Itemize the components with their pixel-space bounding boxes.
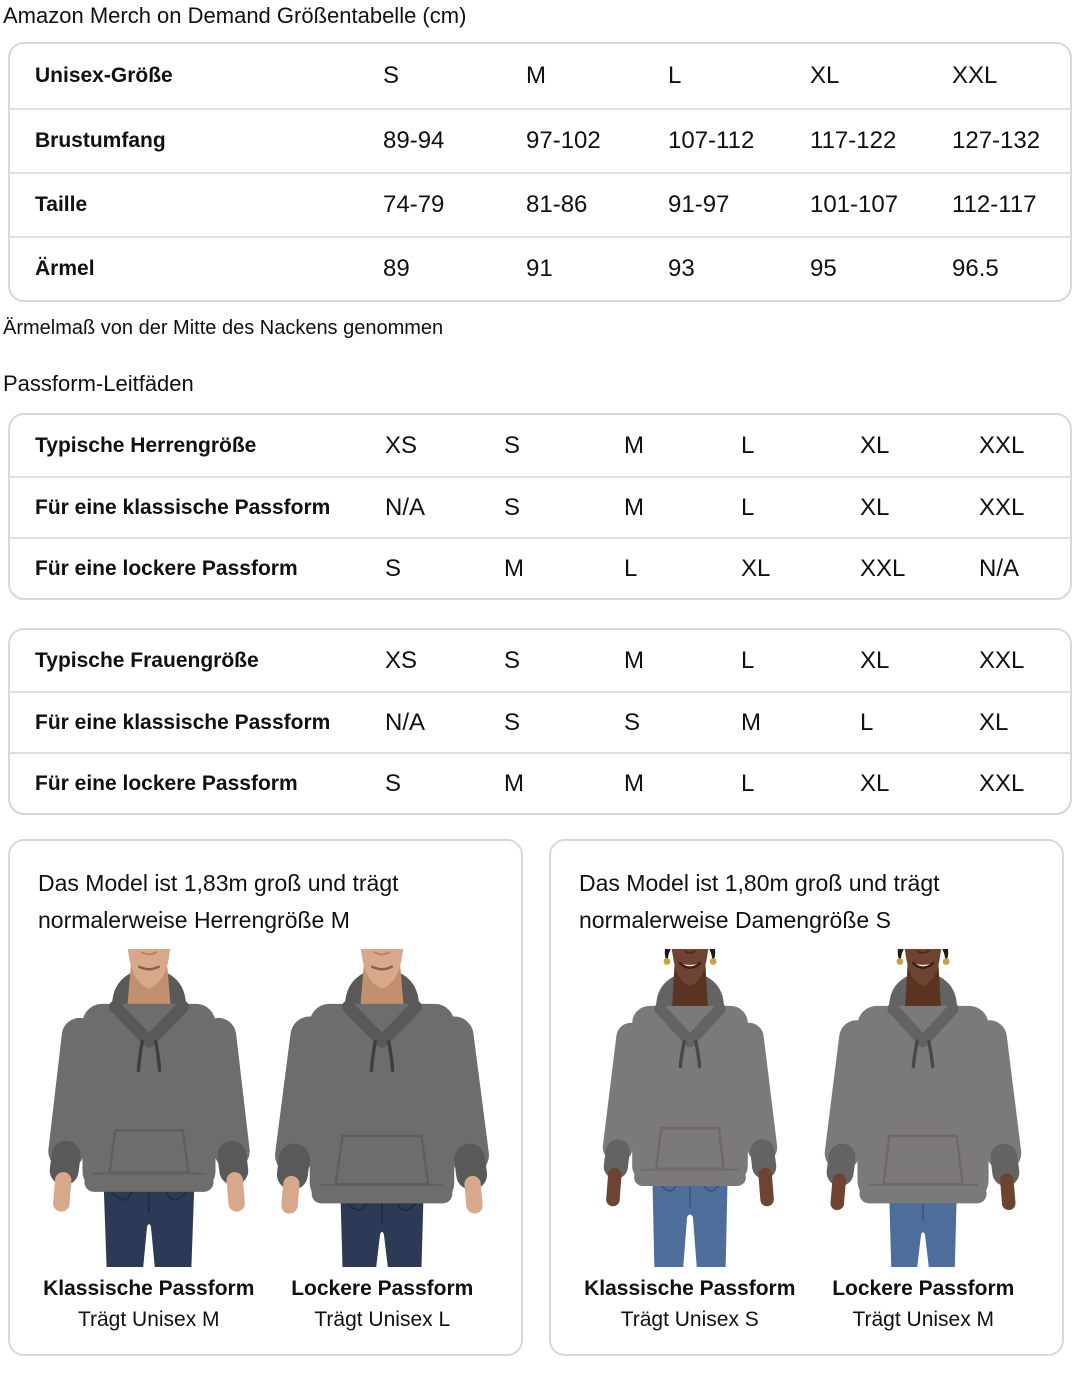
table-row (10, 236, 1070, 300)
size-value: XXL (860, 554, 906, 582)
table-row (10, 752, 1070, 813)
fit-type-label: Klassische Passform (43, 1277, 255, 1300)
table-row (10, 415, 1070, 476)
size-value: L (741, 431, 755, 459)
size-value: S (385, 769, 402, 797)
table-row (10, 691, 1070, 752)
fit-type-label: Klassische Passform (584, 1277, 796, 1300)
female-model-classic-fit-hoodie-photo (579, 949, 801, 1267)
male-model-classic-fit-hoodie-photo (38, 949, 260, 1267)
model-figure (38, 949, 260, 1332)
size-value: L (860, 708, 874, 736)
row-label: Für eine klassische Passform (35, 495, 331, 519)
model-card-description: Das Model ist 1,80m groß und trägt normalerweise Damengröße S (579, 870, 940, 933)
size-value: M (624, 769, 644, 797)
fit-size-label: Trägt Unisex M (852, 1308, 995, 1331)
male-model-loose-fit-hoodie-photo (271, 949, 493, 1267)
model-figure (579, 949, 801, 1332)
size-value: 74-79 (383, 191, 445, 218)
size-value: N/A (385, 493, 426, 521)
size-value: M (624, 493, 644, 521)
size-value: XS (385, 431, 418, 459)
model-figure (271, 949, 493, 1332)
row-label: Brustumfang (35, 129, 166, 152)
row-label: Typische Herrengröße (35, 433, 257, 457)
size-value: S (504, 431, 521, 459)
size-value: 93 (668, 255, 695, 282)
size-value: XXL (979, 769, 1025, 797)
row-label: Für eine lockere Passform (35, 556, 298, 580)
table-row (10, 108, 1070, 172)
fit-size-label: Trägt Unisex S (620, 1308, 759, 1331)
row-label: Unisex-Größe (35, 64, 173, 87)
size-value: S (624, 708, 641, 736)
row-label: Ärmel (35, 257, 95, 280)
size-value: L (741, 769, 755, 797)
size-value: XL (860, 431, 890, 459)
model-figure (812, 949, 1034, 1332)
size-value: L (624, 554, 638, 582)
size-value: 95 (810, 255, 837, 282)
size-value: S (385, 554, 402, 582)
size-value: N/A (979, 554, 1020, 582)
mens-fit-table (8, 413, 1072, 600)
model-card-description: Das Model ist 1,83m groß und trägt normalerweise Herrengröße M (38, 870, 399, 933)
size-value: S (504, 708, 521, 736)
size-value: S (504, 646, 521, 674)
size-value: 81-86 (526, 191, 588, 218)
fit-type-label: Lockere Passform (291, 1277, 474, 1300)
size-value: 107-112 (668, 127, 755, 154)
row-label: Für eine lockere Passform (35, 771, 298, 795)
size-value: 117-122 (810, 127, 897, 154)
table-row (10, 630, 1070, 691)
size-value: XL (810, 62, 840, 89)
model-cards (8, 839, 1064, 1356)
female-model-loose-fit-hoodie-photo (812, 949, 1034, 1267)
size-value: XL (979, 708, 1009, 736)
size-value: M (624, 646, 644, 674)
size-value: XXL (979, 646, 1025, 674)
fit-size-label: Trägt Unisex M (77, 1308, 220, 1331)
size-value: XL (741, 554, 771, 582)
size-value: M (504, 769, 524, 797)
size-value: 112-117 (952, 191, 1037, 218)
size-value: XXL (979, 431, 1025, 459)
size-value: 91 (526, 255, 553, 282)
size-value: M (624, 431, 644, 459)
size-value: M (504, 554, 524, 582)
size-value: XL (860, 769, 890, 797)
row-label: Für eine klassische Passform (35, 710, 331, 734)
model-figures (32, 949, 499, 1332)
size-value: 89 (383, 255, 410, 282)
table-row (10, 537, 1070, 598)
table-row (10, 476, 1070, 537)
size-value: 89-94 (383, 127, 445, 154)
size-value: XL (860, 646, 890, 674)
womens-model-card (549, 839, 1064, 1356)
size-value: M (526, 62, 546, 89)
size-value: L (668, 62, 682, 89)
womens-fit-table (8, 628, 1072, 815)
size-value: M (741, 708, 761, 736)
sleeve-measure-note: Ärmelmaß von der Mitte des Nackens genommen (3, 317, 444, 339)
fit-guides-heading: Passform-Leitfäden (3, 371, 194, 396)
unisex-size-table (8, 42, 1072, 302)
size-value: XL (860, 493, 890, 521)
size-value: XXL (952, 62, 998, 89)
size-value: XS (385, 646, 418, 674)
mens-model-card (8, 839, 523, 1356)
size-value: N/A (385, 708, 426, 736)
row-label: Typische Frauengröße (35, 648, 259, 672)
size-value: S (504, 493, 521, 521)
size-value: 96.5 (952, 255, 999, 282)
size-value: L (741, 646, 755, 674)
size-value: 101-107 (810, 191, 899, 218)
row-label: Taille (35, 193, 88, 216)
size-value: 97-102 (526, 127, 601, 154)
model-figures (573, 949, 1040, 1332)
fit-size-label: Trägt Unisex L (314, 1308, 451, 1331)
page-title: Amazon Merch on Demand Größentabelle (cm) (3, 3, 467, 28)
size-value: XXL (979, 493, 1025, 521)
table-row (10, 172, 1070, 236)
size-value: S (383, 62, 400, 89)
fit-type-label: Lockere Passform (832, 1277, 1015, 1300)
size-value: 91-97 (668, 191, 730, 218)
table-row (10, 44, 1070, 108)
size-value: L (741, 493, 755, 521)
size-value: 127-132 (952, 127, 1041, 154)
